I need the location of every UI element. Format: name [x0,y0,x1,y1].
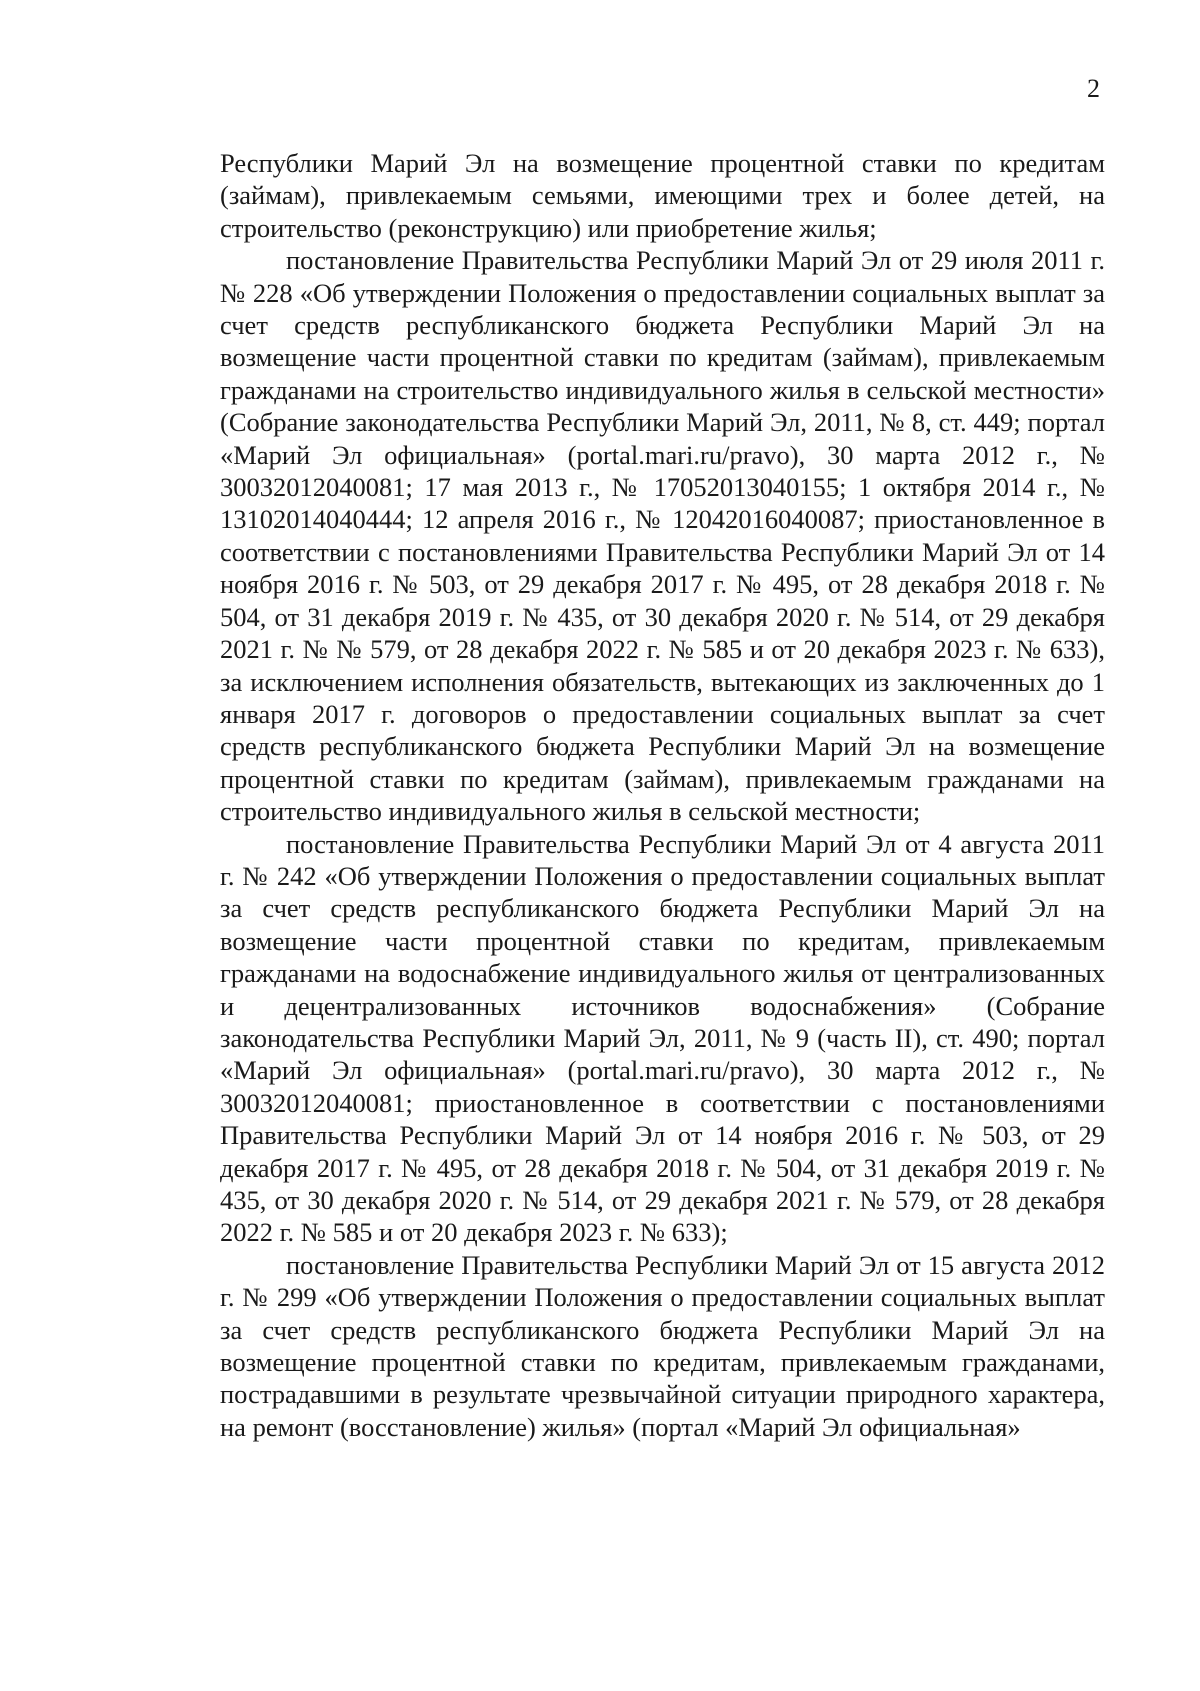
paragraph-1: Республики Марий Эл на возмещение процентной ставки по кредитам (займам), привлекаемым семьями, имеющими трех и более детей, на строительство (реконструкцию) или приобретение жилья; [220,148,1105,243]
paragraph-3: постановление Правительства Республики Марий Эл от 4 августа 2011 г. № 242 «Об утверждении Положения о предоставлении социальных выплат за счет средств республиканского бюджета Республики Марий Эл на возмещение части процентной ставки по кредитам, привлекаемым гражданами на водоснабжение индивидуального жилья от централизованных и децентрализованных источников водоснабжения» (Собрание законодательства Республики Марий Эл, 2011, № 9 (часть II), ст. 490; портал «Марий Эл официальная» (portal.mari.ru/pravo), 30 марта 2012 г., № 30032012040081; приостановленное в соответствии с постановлениями Правительства Республики Марий Эл от 14 ноября 2016 г. № 503, от 29 декабря 2017 г. № 495, от 28 декабря 2018 г. № 504, от 31 декабря 2019 г. № 435, от 30 декабря 2020 г. № 514, от 29 декабря 2021 г. № 579, от 28 декабря 2022 г. № 585 и от 20 декабря 2023 г. № 633); [220,828,1105,1248]
document-body [220,147,1105,1443]
paragraph-4: постановление Правительства Республики Марий Эл от 15 августа 2012 г. № 299 «Об утверждении Положения о предоставлении социальных выплат за счет средств республиканского бюджета Республики Марий Эл на возмещение процентной ставки по кредитам, привлекаемым гражданами, пострадавшими в результате чрезвычайной ситуации природного характера, на ремонт (восстановление) жилья» (портал «Марий Эл официальная» [220,1249,1105,1442]
page-number: 2 [1087,74,1100,103]
paragraph-2: постановление Правительства Республики Марий Эл от 29 июля 2011 г. № 228 «Об утверждении Положения о предоставлении социальных выплат за счет средств республиканского бюджета Республики Марий Эл на возмещение части процентной ставки по кредитам (займам), привлекаемым гражданами на строительство индивидуального жилья в сельской местности» (Собрание законодательства Республики Марий Эл, 2011, № 8, ст. 449; портал «Марий Эл официальная» (portal.mari.ru/pravo), 30 марта 2012 г., № 30032012040081; 17 мая 2013 г., № 17052013040155; 1 октября 2014 г., № 13102014040444; 12 апреля 2016 г., № 12042016040087; приостановленное в соответствии с постановлениями Правительства Республики Марий Эл от 14 ноября 2016 г. № 503, от 29 декабря 2017 г. № 495, от 28 декабря 2018 г. № 504, от 31 декабря 2019 г. № 435, от 30 декабря 2020 г. № 514, от 29 декабря 2021 г. № № 579, от 28 декабря 2022 г. № 585 и от 20 декабря 2023 г. № 633), за исключением исполнения обязательств, вытекающих из заключенных до 1 января 2017 г. договоров о предоставлении социальных выплат за счет средств республиканского бюджета Республики Марий Эл на возмещение процентной ставки по кредитам (займам), привлекаемым гражданами на строительство индивидуального жилья в сельской местности; [220,245,1105,827]
